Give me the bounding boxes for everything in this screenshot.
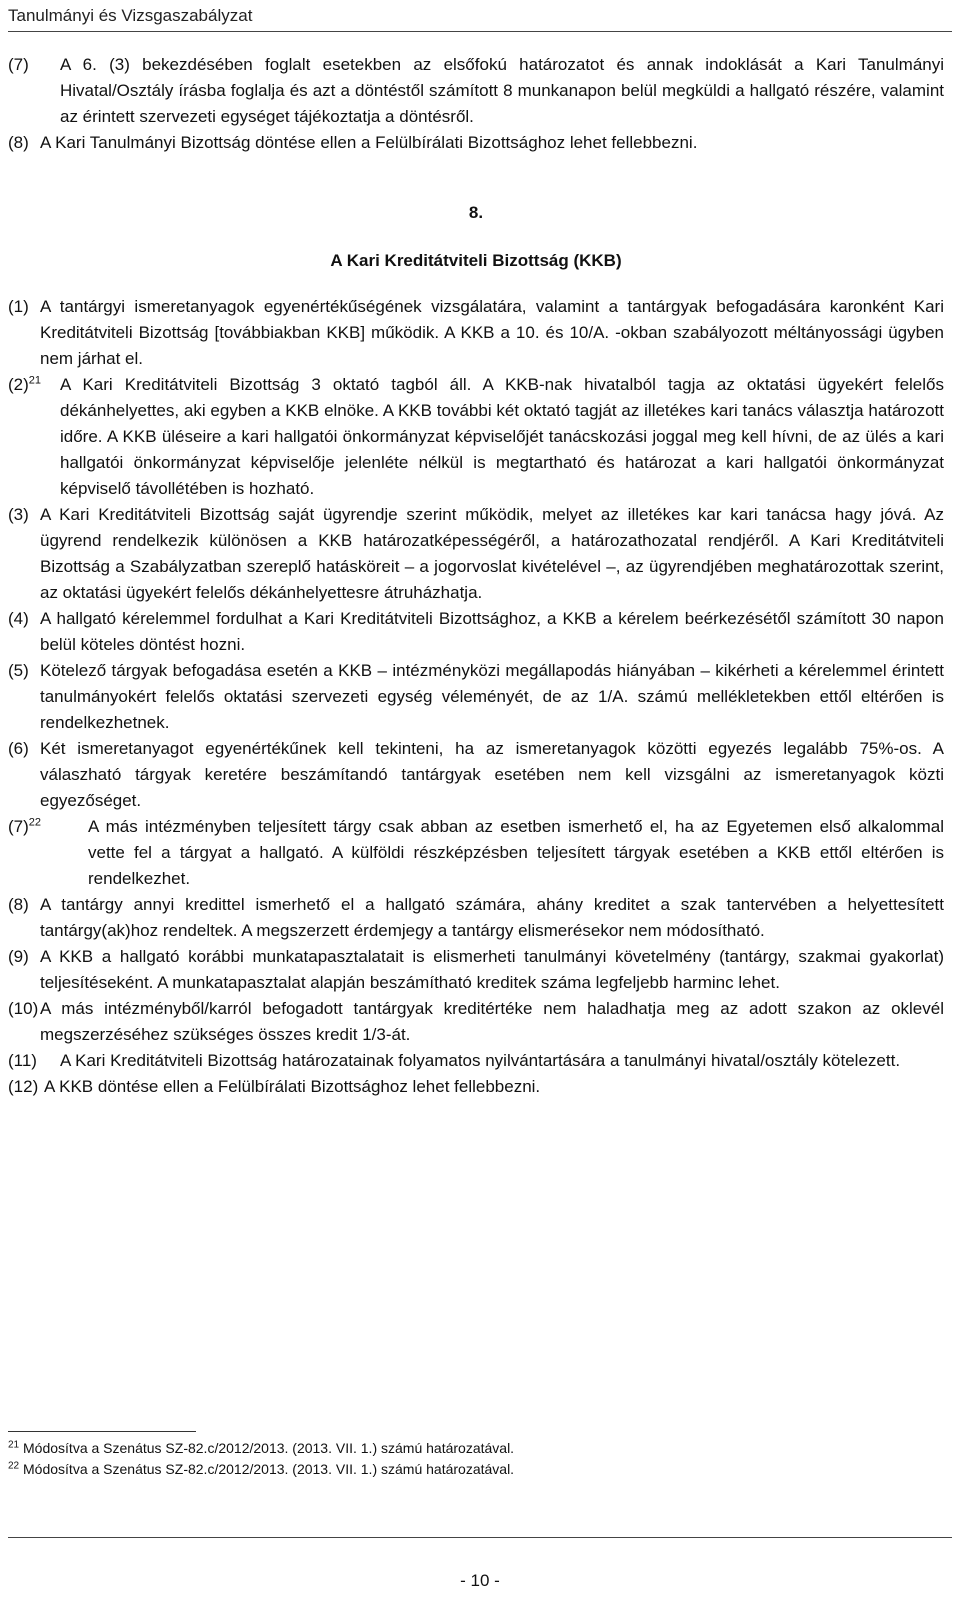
paragraph-text: A Kari Tanulmányi Bizottság döntése ellen a Felülbírálati Bizottsághoz lehet fellebbezni. [40,133,698,152]
paragraph-number: (1) [8,297,29,316]
paragraph-text: A hallgató kérelemmel fordulhat a Kari Kreditátviteli Bizottsághoz, a KKB a kérelem beérkezésétől számított 30 napon belül köteles döntést hozni. [40,609,944,654]
paragraph-text: Kötelező tárgyak befogadása esetén a KKB – intézményközi megállapodás hiányában – kikérheti a kérelemmel érintett tanulmányokért felelős oktatási szervezeti egység véleményét, de az 1/A. számú mellékletekben ettől eltérően is rendelkezhetnek. [40,661,944,732]
footnote-number: 21 [8,1439,20,1451]
footnote-22 [8,1459,944,1480]
paragraph-text: A tantárgyi ismeretanyagok egyenértékűségének vizsgálatára, valamint a tantárgyak befogadására karonként Kari Kreditátviteli Bizottság [továbbiakban KKB] működik. A KKB a 10. és 10/A. -okban szabályozott méltányossági ügyben nem járhat el. [40,297,944,368]
paragraph-9 [8,944,944,996]
footnotes [8,1438,944,1480]
paragraph-12 [8,1074,944,1100]
paragraph-8 [8,892,944,944]
section-number-value: 8. [468,203,484,222]
paragraph-number-value: (7) [8,817,29,836]
footnote-number: 22 [8,1460,20,1472]
paragraph-text: A Kari Kreditátviteli Bizottság határozatainak folyamatos nyilvántartására a tanulmányi hivatal/osztály kötelezett. [60,1051,901,1070]
paragraph-5 [8,658,944,736]
paragraph-text: Két ismeretanyagot egyenértékűnek kell tekinteni, ha az ismeretanyagok közötti egyezés legalább 75%-os. A válaszható tárgyak keretére beszámítandó tantárgyak esetében nem kell vizsgálni az ismeretanyagok közti egyezőséget. [40,739,944,810]
footnote-21 [8,1438,944,1459]
paragraph-number: (8) [8,895,29,914]
paragraph-7 [8,814,944,892]
paragraph-2 [8,372,944,502]
paragraph-number: (5) [8,661,29,680]
paragraph-text: A KKB a hallgató korábbi munkatapasztalatait is elismerheti tanulmányi követelmény (tantárgy, szakmai gyakorlat) teljesítéseként. A munkatapasztalat alapján beszámítható kreditek száma legfeljebb harminc lehet. [40,947,944,992]
paragraph-number: (11) [8,1051,37,1070]
paragraph-number [8,372,60,398]
paragraph-number: (4) [8,609,29,628]
paragraph-text: A 6. (3) bekezdésében foglalt esetekben az elsőfokú határozatot és annak indoklását a Kari Tanulmányi Hivatal/Osztály írásba foglalja és azt a döntéstől számított 8 munkanapon belül megküldi a hallgató részére, valamint az érintett szervezeti egységet tájékoztatja a döntésről. [60,55,944,126]
section-title: A Kari Kreditátviteli Bizottság (KKB) [330,251,622,270]
paragraph-number: (6) [8,739,29,758]
paragraph-text: A Kari Kreditátviteli Bizottság 3 oktató tagból áll. A KKB-nak hivatalból tagja az oktatási ügyekért felelős dékánhelyettes, aki egyben a KKB elnöke. A KKB további két oktató tagját az illetékes kari tanács választja határozott időre. A KKB üléseire a kari hallgatói önkormányzat képviselőjét tanácskozási joggal meg kell hívni, de az ülés a kari hallgatói önkormányzat képviselője jelenléte nélkül is megtartható és határozat a kari hallgatói önkormányzat képviselő távollétében is hozható. [60,375,944,498]
paragraph-6 [8,736,944,814]
paragraph-text: A más intézményben teljesített tárgy csak abban az esetben ismerhető el, ha az Egyetemen első alkalommal vette fel a tárgyat a hallgató. A külföldi részképzésben teljesített tárgyak esetében a KKB ettől eltérően is rendelkezhet. [88,817,944,888]
paragraph-number: (12) [8,1077,39,1096]
paragraph-number: (7) [8,55,29,74]
paragraph-11 [8,1048,944,1074]
paragraph-1 [8,294,944,372]
paragraph-top-7 [8,52,944,130]
footnote-ref: 22 [28,816,42,829]
paragraph-number-value: (2) [8,375,29,394]
paragraph-number [8,814,88,840]
paragraph-number: (8) [8,133,29,152]
footnote-separator [8,1431,196,1432]
paragraph-text: A Kari Kreditátviteli Bizottság saját ügyrendje szerint működik, melyet az illetékes kar kari tanácsa hagy jóvá. Az ügyrend rendelkezik különösen a KKB határozatképességéről, a határozathozatal rendjéről. A Kari Kreditátviteli Bizottság a Szabályzatban szereplő hatásköreit – a jogorvoslat kivételével –, az ügyrendjében meghatározottak szerint, az oktatási ügyekért felelős dékánhelyettesre átruházhatja. [40,505,944,602]
paragraph-text: A KKB döntése ellen a Felülbírálati Bizottsághoz lehet fellebbezni. [44,1077,541,1096]
paragraph-4 [8,606,944,658]
paragraph-text: A tantárgy annyi kredittel ismerhető el a hallgató számára, ahány kreditet a szak tantervében a helyettesített tantárgy(ak)hoz rendeltek. A megszerzett érdemjegy a tantárgy elismerésekor nem módosítható. [40,895,944,940]
running-header: Tanulmányi és Vizsgaszabályzat [8,6,952,32]
paragraph-number: (10) [8,999,39,1018]
paragraph-10 [8,996,944,1048]
footnote-ref: 21 [28,374,42,387]
section-number [8,200,944,226]
paragraph-top-8 [8,130,944,156]
footer-separator [8,1537,952,1538]
paragraph-text: A más intézményből/karról befogadott tantárgyak kreditértéke nem haladhatja meg az adott szakon az oklevél megszerzéséhez szükséges összes kredit 1/3-át. [40,999,944,1044]
paragraph-number: (3) [8,505,29,524]
document-body [8,52,944,1100]
page-number: - 10 - [460,1571,500,1590]
paragraph-3 [8,502,944,606]
footnote-text: Módosítva a Szenátus SZ-82.c/2012/2013. (2013. VII. 1.) számú határozatával. [23,1440,515,1456]
footnote-text: Módosítva a Szenátus SZ-82.c/2012/2013. (2013. VII. 1.) számú határozatával. [23,1461,515,1477]
paragraph-number: (9) [8,947,29,966]
